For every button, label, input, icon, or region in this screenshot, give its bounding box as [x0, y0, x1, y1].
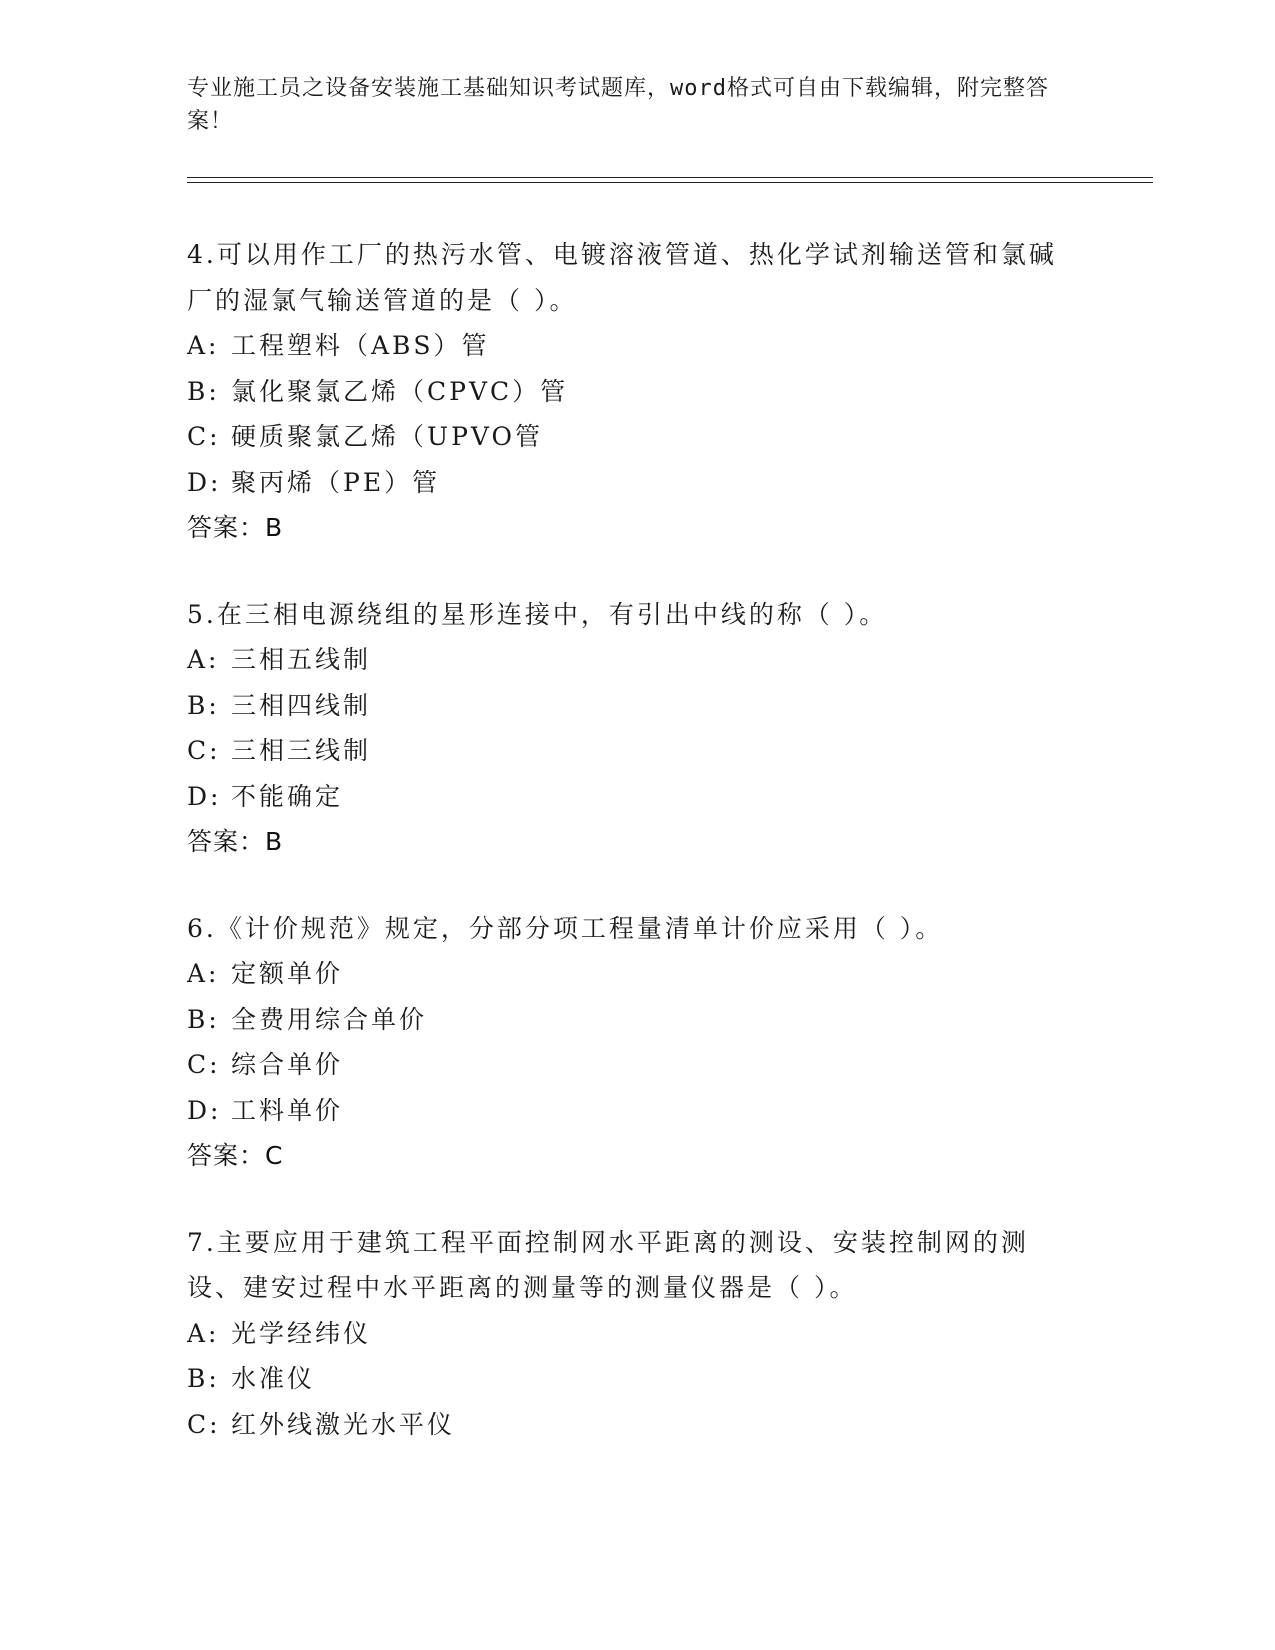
answer-line: 答案：B [187, 827, 284, 856]
answer-line: 答案：B [187, 513, 284, 542]
option-text: 聚丙烯（PE）管 [231, 467, 441, 497]
answer-line: 答案：C [187, 1141, 284, 1170]
question-5 [187, 592, 1087, 865]
option-key: A: [187, 331, 220, 360]
option-c [187, 728, 1087, 774]
option-c [187, 1402, 1087, 1448]
option-c [187, 1042, 1087, 1088]
option-text: 红外线激光水平仪 [231, 1409, 456, 1439]
option-key: C: [187, 1409, 221, 1439]
option-text: 三相四线制 [231, 690, 372, 720]
option-b [187, 997, 1087, 1043]
option-text: 工料单价 [231, 1095, 344, 1125]
option-text: 光学经纬仪 [231, 1318, 372, 1348]
option-text: 三相三线制 [231, 736, 372, 765]
option-key: D: [187, 781, 222, 811]
question-stem: 4.可以用作工厂的热污水管、电镀溶液管道、热化学试剂输送管和氯碱厂的湿氯气输送管道的是（ ）。 [187, 240, 1057, 315]
option-text: 全费用综合单价 [231, 1004, 428, 1034]
option-a [187, 323, 1087, 369]
option-text: 综合单价 [231, 1050, 344, 1079]
option-c [187, 414, 1087, 460]
question-4 [187, 232, 1087, 551]
question-stem: 6.《计价规范》规定，分部分项工程量清单计价应采用（ ）。 [187, 913, 944, 943]
option-key: C: [187, 736, 221, 765]
option-b [187, 683, 1087, 729]
question-stem: 7.主要应用于建筑工程平面控制网水平距离的测设、安装控制网的测设、建安过程中水平距离的测量等的测量仪器是（ ）。 [187, 1227, 1029, 1302]
question-list [187, 232, 1087, 1488]
option-key: B: [187, 1004, 220, 1034]
option-a [187, 1311, 1087, 1357]
question-6 [187, 906, 1087, 1179]
option-key: C: [187, 1050, 221, 1079]
option-b [187, 369, 1087, 415]
option-d [187, 1088, 1087, 1134]
option-key: D: [187, 467, 222, 497]
option-b [187, 1356, 1087, 1402]
option-d [187, 460, 1087, 506]
header-rule-bottom [187, 182, 1153, 183]
option-text: 定额单价 [231, 959, 344, 988]
header-rule-top [187, 177, 1153, 178]
option-key: D: [187, 1095, 222, 1125]
option-key: C: [187, 422, 221, 451]
option-key: B: [187, 376, 220, 406]
option-key: A: [187, 1318, 220, 1348]
option-key: A: [187, 645, 220, 674]
option-text: 三相五线制 [231, 645, 372, 674]
option-key: B: [187, 690, 220, 720]
option-d [187, 774, 1087, 820]
question-stem: 5.在三相电源绕组的星形连接中，有引出中线的称（ ）。 [187, 599, 888, 629]
question-7 [187, 1220, 1087, 1448]
option-text: 硬质聚氯乙烯（UPVO管 [231, 422, 544, 451]
option-text: 水准仪 [231, 1364, 316, 1393]
document-header: 专业施工员之设备安装施工基础知识考试题库，word格式可自由下载编辑，附完整答案！ [187, 76, 1049, 134]
option-text: 不能确定 [231, 781, 344, 811]
option-text: 氯化聚氯乙烯（CPVC）管 [231, 376, 569, 406]
option-key: A: [187, 959, 220, 988]
option-key: B: [187, 1364, 220, 1393]
option-a [187, 637, 1087, 683]
option-text: 工程塑料（ABS）管 [231, 331, 490, 360]
option-a [187, 951, 1087, 997]
